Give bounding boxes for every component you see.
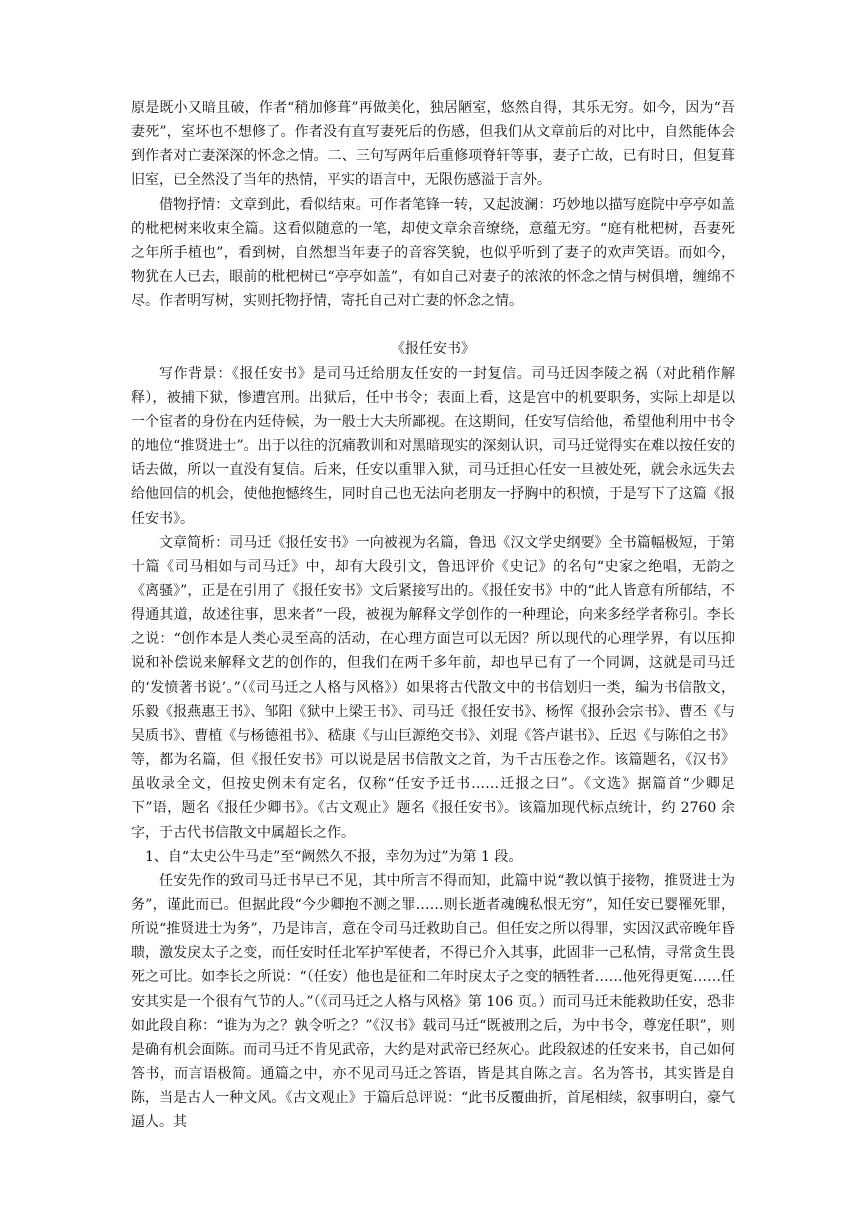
paragraph-continuation: 原是既小又暗且破，作者“稍加修葺”再做美化，独居陋室，悠然自得，其乐无穷。如今，因为“吾妻死”，室坏也不想修了。作者没有直写妻死后的伤感，但我们从文章前后的对比中，自然能体会到作者对亡妻深深的怀念之情。二、三句写两年后重修项脊轩等事，妻子亡故，已有时日，但复葺旧室，已全然没了当年的热情，平实的语言中，无限伤感溢于言外。: [131, 100, 735, 189]
paragraph-background: 写作背景：《报任安书》是司马迁给朋友任安的一封复信。司马迁因李陵之祸（对此稍作解释），被捕下狱，惨遭宫刑。出狱后，任中书令；表面上看，这是宫中的机要职务，实际上却是以一个宦者的身份在内廷侍候，为一般士大夫所鄙视。在这期间，任安写信给他，希望他利用中书令的地位“推贤进士”。出于以往的沉痛教训和对黑暗现实的深刻认识，司马迁觉得实在难以按任安的话去做，所以一直没有复信。后来，任安以重罪入狱，司马迁担心任安一旦被处死，就会永远失去给他回信的机会，使他抱憾终生，同时自己也无法向老朋友一抒胸中的积愤，于是写下了这篇《报任安书》。: [131, 365, 735, 527]
paragraph-analysis: 文章简析：司马迁《报任安书》一向被视为名篇，鲁迅《汉文学史纲要》全书篇幅极短，于第十篇《司马相如与司马迁》中，却有大段引文，鲁迅评价《史记》的名句“史家之绝唱，无韵之《离骚》”，正是在引用了《报任安书》文后紧接写出的。《报任安书》中的“此人皆意有所郁结，不得通其道，故述往事，思来者”一段，被视为解释文学创作的一种理论，向来多经学者称引。李长之说：“创作本是人类心灵至高的活动，在心理方面岂可以无因？所以现代的心理学界，有以压抑说和补偿说来解释文艺的创作的，但我们在两千多年前，却也早已有了一个同调，这就是司马迁的‘发愤著书说’。”（《司马迁之人格与风格》）如果将古代散文中的书信划归一类，编为书信散文，乐毅《报燕惠王书》、邹阳《狱中上梁王书》、司马迁《报任安书》、杨恽《报孙会宗书》、曹丕《与吴质书》、曹植《与杨德祖书》、嵇康《与山巨源绝交书》、刘琨《答卢谌书》、丘迟《与陈伯之书》等，都为名篇，但《报任安书》可以说是居书信散文之首，为千古压卷之作。该篇题名，《汉书》虽收录全文，但按史例未有定名，仅称“任安予迁书……迁报之曰”。《文选》据篇首“少卿足下”语，题名《报任少卿书》。《古文观止》题名《报任安书》。该篇加现代标点统计，约 2760 余字，于古代书信散文中属超长之作。: [131, 534, 735, 841]
document-body: [131, 96, 735, 1135]
item-1-heading: 1、自“太史公牛马走”至“阙然久不报，幸勿为过”为第 1 段。: [145, 848, 523, 865]
paragraph-lyric: 借物抒情：文章到此，看似结束。可作者笔锋一转，又起波澜：巧妙地以描写庭院中亭亭如盖的枇杷树来收束全篇。这看似随意的一笔，却使文章余音缭绕，意蕴无穷。“庭有枇杷树，吾妻死之年所手植也”，看到树，自然想当年妻子的音容笑貌，也似乎听到了妻子的欢声笑语。而如今，物犹在人已去，眼前的枇杷树已“亭亭如盖”，有如自己对妻子的浓浓的怀念之情与树俱增，缠绵不尽。作者明写树，实则托物抒情，寄托自己对亡妻的怀念之情。: [131, 196, 735, 310]
item-1-body: 任安先作的致司马迁书早已不见，其中所言不得而知，此篇中说“教以慎于接物，推贤进士为务”，谨此而已。但据此段“今少卿抱不测之罪……则长逝者魂魄私恨无穷”，知任安已婴罹死罪，所说“推贤进士为务”，乃是讳言，意在令司马迁救助自己。但任安之所以得罪，实因汉武帝晚年昏聩，激发戾太子之变，而任安时任北军护军使者，不得已介入其事，此固非一己私情，寻常贪生畏死之可比。如李长之所说：“（任安）他也是征和二年时戾太子之变的牺牲者……他死得更冤……任安其实是一个很有气节的人。”（《司马迁之人格与风格》第 106 页。）而司马迁未能救助任安，恐非如此段自称：“谁为为之？孰令听之？”《汉书》载司马迁“既被刑之后，为中书令，尊宠任职”，则是确有机会面陈。而司马迁不肯见武帝，大约是对武帝已经灰心。此段叙述的任安来书，自己如何答书，而言语极简。通篇之中，亦不见司马迁之答语，皆是其自陈之言。名为答书，其实皆是自陈，当是古人一种文风。《古文观止》于篇后总评说：“此书反覆曲折，首尾相续，叙事明白，豪气逼人。其: [131, 872, 735, 1131]
section-title: 《报任安书》: [391, 341, 475, 358]
